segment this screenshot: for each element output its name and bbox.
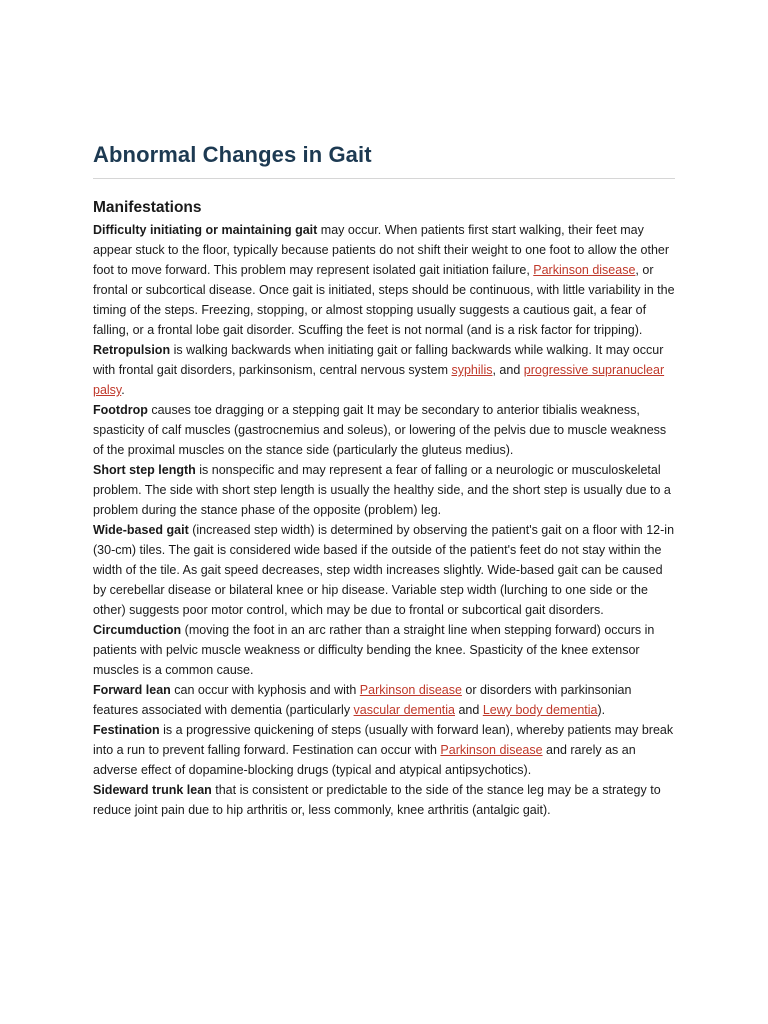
body-text: is walking backwards when initiating gait or falling backwards while walking. It may occur with frontal gait disorders, parkinsonism, central nervous system bbox=[93, 343, 664, 377]
body-text: and bbox=[455, 703, 483, 717]
link-lewy-body-dementia[interactable]: Lewy body dementia bbox=[482, 703, 598, 717]
link-progressive-supranuclear-palsy[interactable]: progressive supranuclear palsy bbox=[93, 363, 665, 397]
paragraph-circumduction bbox=[93, 620, 675, 680]
paragraph-gait-initiation bbox=[93, 220, 675, 340]
term: Circumduction bbox=[93, 623, 182, 637]
body-text: is nonspecific and may represent a fear of falling or a neurologic or musculoskeletal problem. The side with short step length is usually the healthy side, and the short step is usually due to a problem during the stance phase of the opposite (problem) leg. bbox=[93, 463, 671, 517]
section-heading: Manifestations bbox=[93, 199, 202, 216]
body-text: that is consistent or predictable to the side of the stance leg may be a strategy to reduce joint pain due to hip arthritis or, less commonly, knee arthritis (antalgic gait). bbox=[93, 783, 661, 817]
paragraph-retropulsion bbox=[93, 340, 675, 400]
paragraph-festination bbox=[93, 720, 675, 780]
body-text: or disorders with parkinsonian features associated with dementia (particularly bbox=[93, 683, 632, 717]
body-text: and rarely as an adverse effect of dopamine-blocking drugs (typical and atypical antipsychotics). bbox=[93, 743, 636, 777]
term: Forward lean bbox=[93, 683, 171, 697]
body-text: is a progressive quickening of steps (usually with forward lean), whereby patients may break into a run to prevent falling forward. Festination can occur with bbox=[93, 723, 674, 757]
paragraph-footdrop bbox=[93, 400, 675, 460]
body-text: causes toe dragging or a stepping gait It may be secondary to anterior tibialis weakness, spasticity of calf muscles (gastrocnemius and soleus), or lowering of the pelvis due to muscle weakness of the proximal muscles on the stance side (particularly the gluteus medius). bbox=[93, 403, 667, 457]
term: Footdrop bbox=[93, 403, 148, 417]
paragraph-sideward-trunk-lean bbox=[93, 780, 675, 820]
link-parkinson-disease[interactable]: Parkinson disease bbox=[440, 743, 543, 757]
body-text: ). bbox=[597, 703, 606, 717]
term: Short step length bbox=[93, 463, 196, 477]
term: Festination bbox=[93, 723, 160, 737]
link-syphilis[interactable]: syphilis bbox=[451, 363, 493, 377]
term: Difficulty initiating or maintaining gait bbox=[93, 223, 318, 237]
body-text: , and bbox=[492, 363, 524, 377]
term: Retropulsion bbox=[93, 343, 171, 357]
paragraph-forward-lean bbox=[93, 680, 675, 720]
paragraph-short-step-length bbox=[93, 460, 675, 520]
body-text: , or frontal or subcortical disease. Once gait is initiated, steps should be continuous, with little variability in the timing of the steps. Freezing, stopping, or almost stopping usually suggests a cautious gait, a fear of falling, or a frontal lobe gait disorder. Scuffing the feet is not normal (and is a risk factor for tripping). bbox=[93, 263, 675, 337]
title-divider bbox=[93, 178, 675, 179]
document-page bbox=[93, 140, 675, 820]
body-text: (increased step width) is determined by observing the patient's gait on a floor with 12-in (30-cm) tiles. The gait is considered wide based if the outside of the patient's feet do not stay within the width of the tile. As gait speed decreases, step width increases slightly. Wide-based gait can be caused by cerebellar disease or bilateral knee or hip disease. Variable step width (lurching to one side or the other) suggests poor motor control, which may be due to frontal or subcortical gait disorders. bbox=[93, 523, 675, 617]
term: Sideward trunk lean bbox=[93, 783, 212, 797]
paragraph-wide-based-gait bbox=[93, 520, 675, 620]
body-text: may occur. When patients first start walking, their feet may appear stuck to the floor, typically because patients do not shift their weight to one foot to allow the other foot to move forward. This problem may represent isolated gait initiation failure, bbox=[93, 223, 670, 277]
body-text: . bbox=[121, 383, 125, 397]
body-text: (moving the foot in an arc rather than a straight line when stepping forward) occurs in patients with pelvic muscle weakness or difficulty bending the knee. Spasticity of the knee extensor muscles is a common cause. bbox=[93, 623, 655, 677]
page-title: Abnormal Changes in Gait bbox=[93, 142, 372, 167]
link-vascular-dementia[interactable]: vascular dementia bbox=[353, 703, 455, 717]
term: Wide-based gait bbox=[93, 523, 189, 537]
link-parkinson-disease[interactable]: Parkinson disease bbox=[533, 263, 636, 277]
body-text: can occur with kyphosis and with bbox=[170, 683, 360, 697]
link-parkinson-disease[interactable]: Parkinson disease bbox=[359, 683, 462, 697]
